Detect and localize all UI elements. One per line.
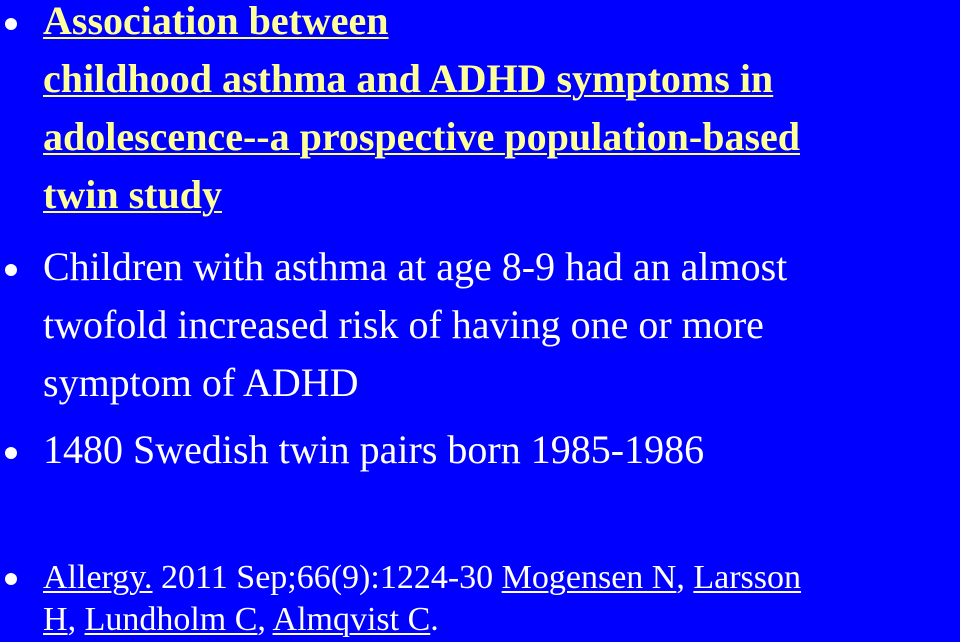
bullet-dot xyxy=(5,447,17,459)
separator: , xyxy=(676,559,694,596)
bullet-dot xyxy=(5,18,17,30)
finding-line-1: Children with asthma at age 8-9 had an almost xyxy=(43,244,788,289)
title-line-4[interactable]: twin study xyxy=(43,172,222,217)
citation xyxy=(43,557,955,641)
sample-text xyxy=(43,421,955,479)
citation-details: 2011 Sep;66(9):1224-30 xyxy=(152,559,502,596)
finding-line-2: twofold increased risk of having one or more xyxy=(43,302,764,347)
bullet-dot xyxy=(5,573,17,585)
title-line-1[interactable]: Association between xyxy=(43,0,389,43)
article-title[interactable] xyxy=(43,0,955,224)
citation-line-2 xyxy=(43,599,955,641)
sample-line-1: 1480 Swedish twin pairs born 1985-1986 xyxy=(43,427,705,472)
title-line-3[interactable]: adolescence--a prospective population-based xyxy=(43,114,801,159)
author-link-larsson-part2[interactable]: H xyxy=(43,601,68,638)
bullet-dot xyxy=(5,264,17,276)
separator: , xyxy=(257,601,273,638)
citation-end: . xyxy=(430,601,439,638)
journal-link[interactable]: Allergy. xyxy=(43,559,153,596)
finding-line-3: symptom of ADHD xyxy=(43,360,359,405)
separator: , xyxy=(67,601,85,638)
title-line-2[interactable]: childhood asthma and ADHD symptoms in xyxy=(43,56,774,101)
author-link-almqvist[interactable]: Almqvist C xyxy=(272,601,431,638)
author-link-larsson-part1[interactable]: Larsson xyxy=(693,559,802,596)
author-link-lundholm[interactable]: Lundholm C xyxy=(84,601,258,638)
finding-text xyxy=(43,238,955,412)
author-link-mogensen[interactable]: Mogensen N xyxy=(501,559,677,596)
citation-line-1 xyxy=(43,557,955,599)
